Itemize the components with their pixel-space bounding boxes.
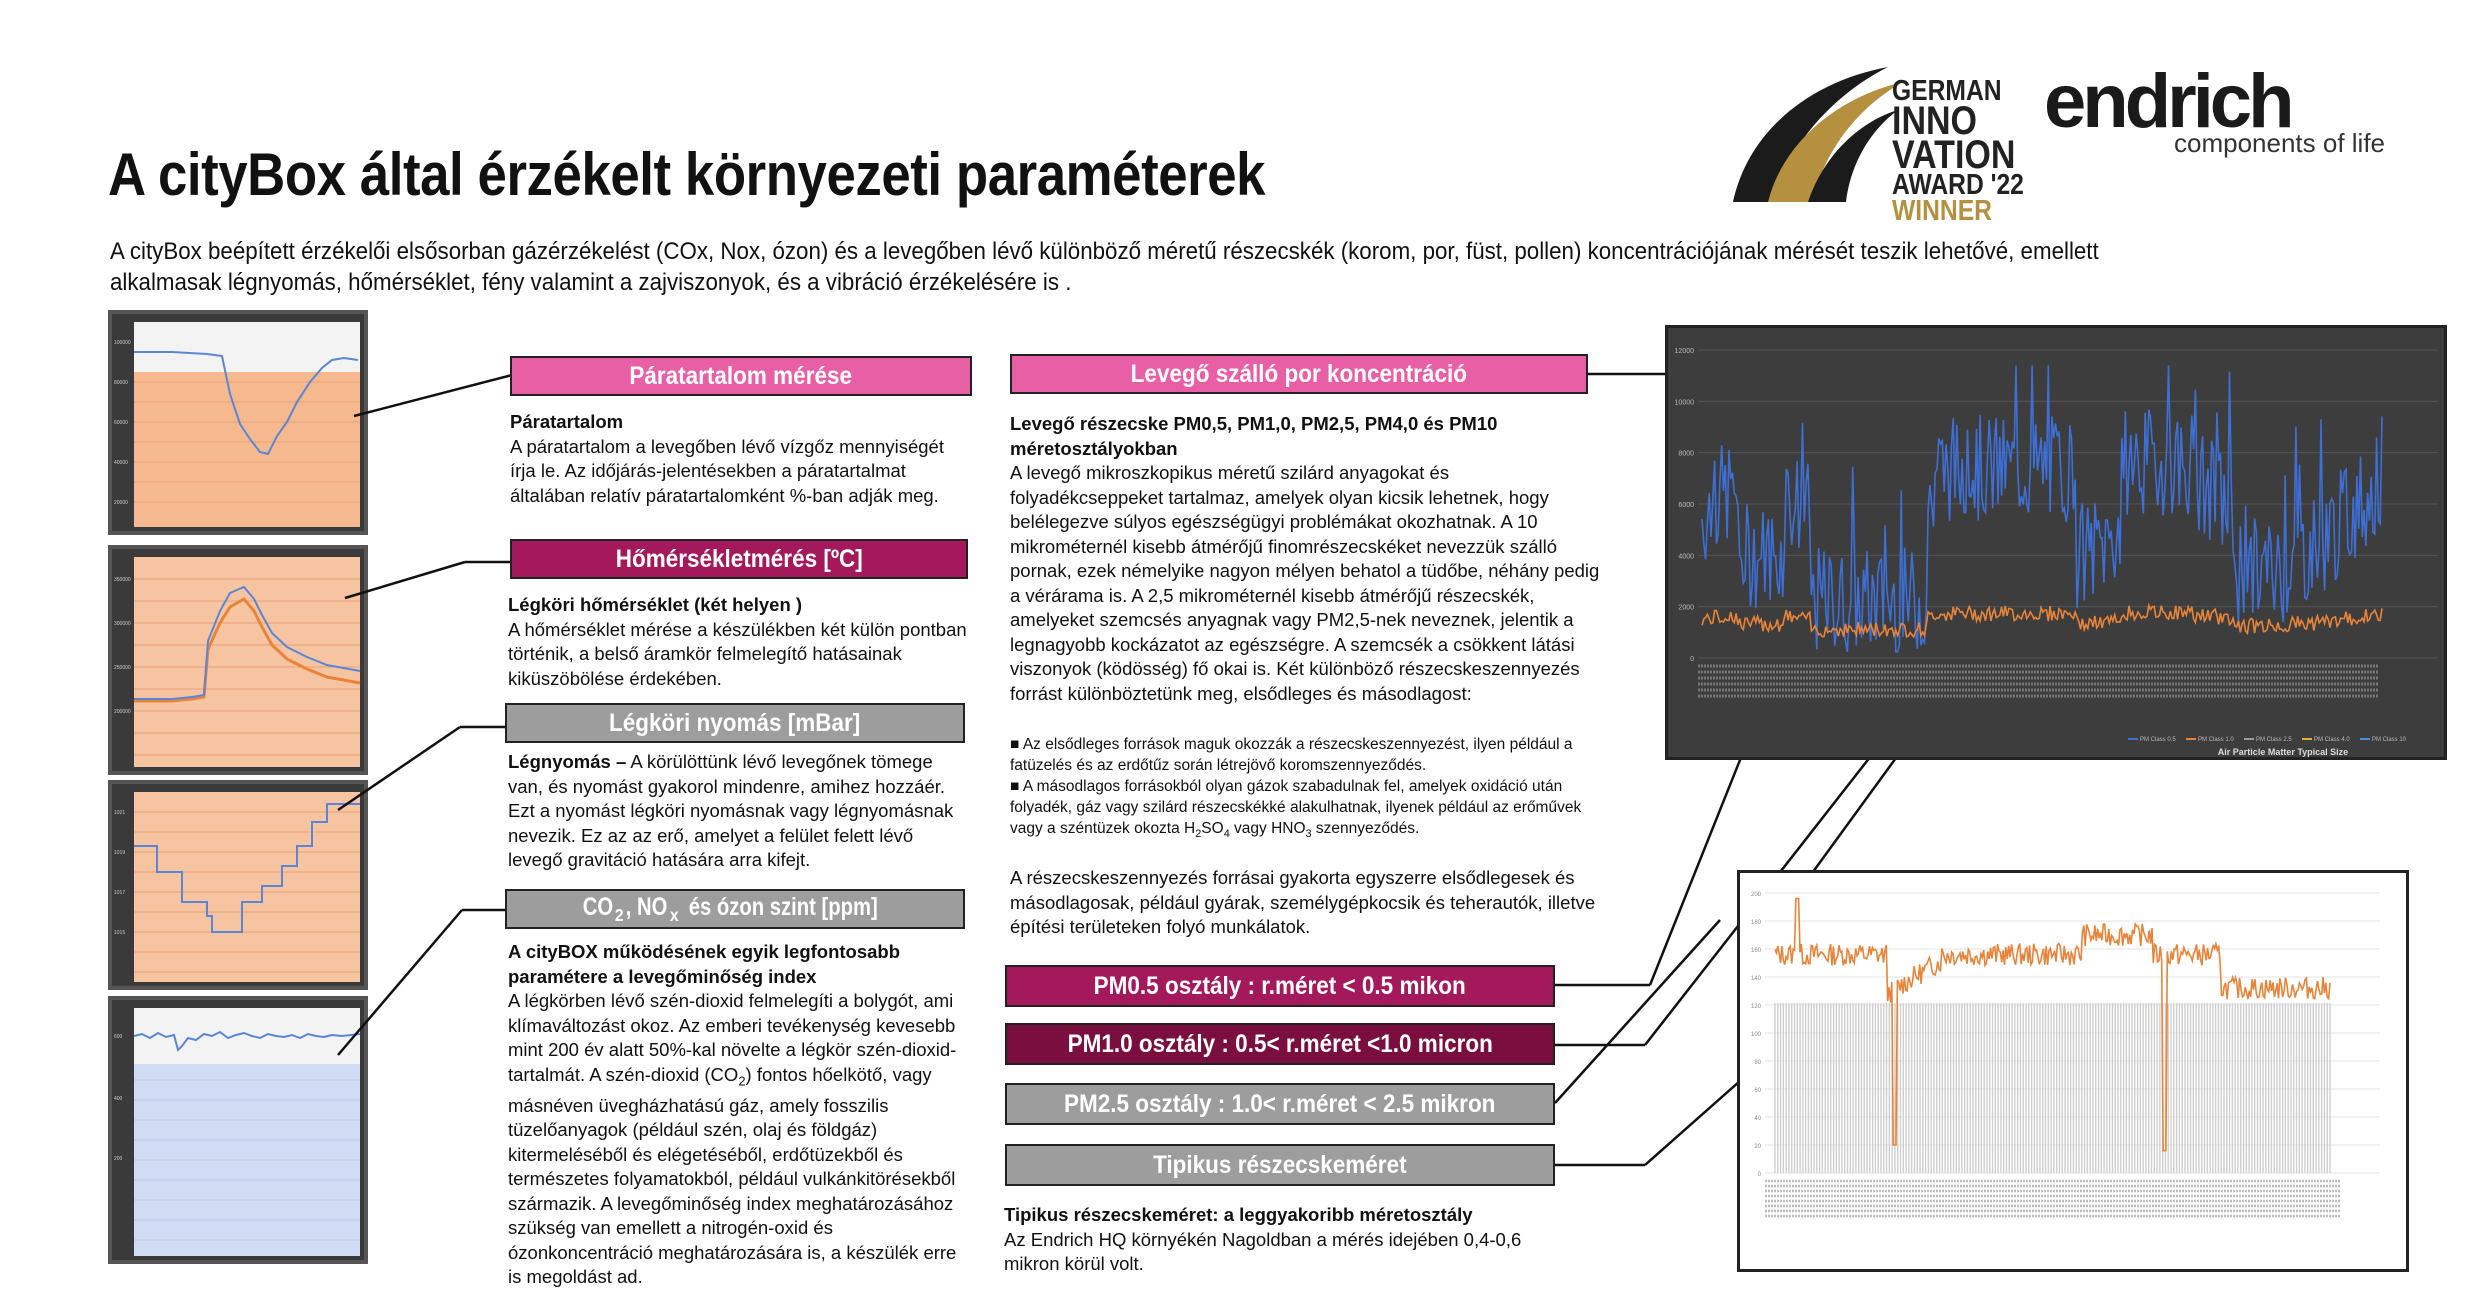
typical-size-chart [1737, 870, 2409, 1272]
y-tick-label: 100 [1750, 1032, 1761, 1038]
legend-label: PM Class 2.5 [2256, 737, 2292, 743]
y-tick-label: 20 [1754, 1144, 1761, 1150]
dust-bullets: ■ Az elsődleges források maguk okozzák a részecskeszennyezést, ilyen például a fatüzelés és az erdőtűz során létrejövő koromszennyeződés. ■ A másodlagos forrásokból olyan gázok szabadulnak fel, amelyek oxidáció után folyadék, gáz vagy szilárd részecskékké alakulhatnak, ilyenek például az erőművek vagy a széntüzek okozta $H_2SO_4$ vagy $HNO_3$ szennyeződés. [1010, 736, 1582, 841]
svg-text:40000: 40000 [114, 460, 128, 466]
y-tick-label: 4000 [1678, 553, 1694, 561]
svg-text:1015: 1015 [114, 930, 126, 936]
legend-label: PM Class 10 [2372, 737, 2407, 743]
temperature-banner: Hőmérsékletmérés [ºC] [510, 539, 968, 579]
svg-text:60000: 60000 [114, 420, 128, 426]
intro-text: A cityBox beépített érzékelői elsősorban gázérzékelést (COx, Nox, ózon) és a levegőben lévő különböző méretű részecskék (korom, por, füst, pollen) koncentrációjának mérését teszik lehetővé, emellett alkalmasak légnyomás, hőmérséklet, fény valamint a zajviszonyok, és a vibráció érzékelésére is . [110, 238, 2099, 296]
y-tick-label: 12000 [1674, 348, 1694, 355]
y-tick-label: 40 [1754, 1116, 1761, 1122]
svg-text:1021: 1021 [114, 810, 126, 816]
y-tick-label: 0 [1690, 656, 1694, 663]
y-tick-label: 6000 [1678, 502, 1694, 509]
y-tick-label: 140 [1750, 976, 1761, 982]
y-tick-label: 80 [1754, 1060, 1761, 1066]
gas-text: A cityBOX működésének egyik legfontosabb paramétere a levegőminőség index A légkörben lévő szén-dioxid felmelegíti a bolygót, ami klímaváltozást okoz. Az emberi tevékenység kevesebb mint 200 év alatt 50%-kal növelte a légkör szén-dioxid-tartalmát. A szén-dioxid $(CO_2)$ fontos hőelkötő, vagy másnéven üvegházhatású gáz, amely fosszilis tüzelőanyagok (például szén, olaj és földgáz) kitermeléséből és elégetéséből, erdőtüzekből és természetes folyamatokból, például vulkánkitörésekből származik. A levegőminőség index meghatározásához szükség van emellett a nitrogén-oxid és ózonkoncentráció meghatározására is, a készülék erre is megoldást ad. [508, 941, 957, 1288]
y-tick-label: 200 [1750, 892, 1761, 898]
svg-text:400: 400 [114, 1096, 123, 1102]
svg-text:80000: 80000 [114, 380, 128, 386]
humidity-text: Páratartalom A páratartalom a levegőben lévő vízgőz mennyiségét írja le. Az időjárás-jelentésekben a páratartalmat általában relatív páratartalomként %-ban adják meg. [510, 411, 944, 506]
legend-label: PM Class 1.0 [2198, 737, 2234, 743]
chart-title: Air Particle Matter Typical Size [2217, 747, 2349, 757]
svg-text:1017: 1017 [114, 890, 126, 896]
brand-logo: endrich [2044, 59, 2291, 144]
pm25-banner: PM2.5 osztály : 1.0< r.méret < 2.5 mikron [1005, 1083, 1555, 1125]
brand-tagline: components of life [2174, 128, 2386, 158]
svg-text:1019: 1019 [114, 850, 126, 856]
y-tick-label: 2000 [1678, 604, 1694, 612]
typical-size-text: Tipikus részecskeméret: a leggyakoribb méretosztály Az Endrich HQ környékén Nagoldban a mérés idejében 0,4-0,6 mikron körül volt. [1004, 1204, 1522, 1274]
y-tick-label: 8000 [1678, 450, 1694, 458]
svg-text:350000: 350000 [114, 577, 131, 583]
y-tick-label: 180 [1750, 920, 1761, 926]
particle-matter-chart [1665, 325, 2447, 760]
dust-sources-text: A részecskeszennyezés forrásai gyakorta egyszerre elsődlegesek és másodlagosak, például gyárak, személygépkocsik és teherautók, illetve építési területeken folyó munkálatok. [1010, 867, 1596, 937]
svg-text:20000: 20000 [114, 500, 128, 506]
pressure-banner: Légköri nyomás [mBar] [505, 703, 965, 743]
dust-text: Levegő részecske PM0,5, PM1,0, PM2,5, PM4,0 és PM10 méretosztályokban A levegő mikroszkopikus méretű szilárd anyagokat és folyadékcseppeket tartalmaz, amelyek olyan kicsik lehetnek, hogy belélegezve súlyos egészségügyi problémákat okozhatnak. A 10 mikrométernél kisebb átmérőjű finomrészecskéket nevezzük szálló pornak, ezek némelyike nagyon mélyen behatol a tüdőbe, néhány pedig a vérárama is. A 2,5 mikrométernél kisebb átmérőjű részecskék, amelyeket szemcsés anyagnak vagy PM2,5-nek neveznek, jelentik a legnagyobb kockázatot az egészségre. A szemcsék a csökkent látási viszonyok (ködösség) fő okai is. Két különböző részecskeszennyezés forrást különböztetünk meg, elsődleges és másodlagost: [1010, 413, 1600, 704]
y-tick-label: 0 [1757, 1172, 1761, 1178]
typical-size-banner: Tipikus részecskeméret [1005, 1144, 1555, 1186]
pm05-banner: PM0.5 osztály : r.méret < 0.5 mikon [1005, 965, 1555, 1007]
legend-label: PM Class 4.0 [2314, 737, 2350, 743]
y-tick-label: 120 [1750, 1004, 1761, 1010]
gas-banner: $CO_2$, NO $_x$és ózon szint [ppm] [505, 889, 965, 929]
humidity-banner: Páratartalom mérése [510, 356, 972, 396]
svg-text:100000: 100000 [114, 340, 131, 346]
y-tick-label: 60 [1754, 1088, 1761, 1094]
svg-text:250000: 250000 [114, 665, 131, 671]
page-title: A cityBox által érzékelt környezeti paraméterek [108, 141, 1266, 208]
y-tick-label: 10000 [1674, 399, 1694, 407]
svg-text:300000: 300000 [114, 621, 131, 627]
award-text: GERMAN INNO VATION AWARD '22 WINNER [1892, 75, 2024, 227]
pm10-banner: PM1.0 osztály : 0.5< r.méret <1.0 micron [1005, 1023, 1555, 1065]
dust-banner: Levegő szálló por koncentráció [1010, 354, 1588, 394]
svg-text:600: 600 [114, 1034, 123, 1040]
svg-text:200000: 200000 [114, 709, 131, 715]
legend-label: PM Class 0.5 [2140, 737, 2176, 743]
svg-text:200: 200 [114, 1156, 123, 1162]
y-tick-label: 160 [1750, 948, 1761, 954]
temperature-text: Légköri hőmérséklet (két helyen ) A hőmérséklet mérése a készülékben két külön pontban történik, a belső áramkör felmelegítő hatásainak kiküszöbölése érdekében. [508, 594, 967, 689]
pressure-text: Légnyomás – A körülöttünk lévő levegőnek tömege van, és nyomást gyakorol mindenre, amihez hozzáér. Ezt a nyomást légköri nyomásnak vagy légnyomásnak nevezik. Ez az az erő, amelyet a felület felett lévő levegő gravitáció hatására arra kifejt. [508, 751, 954, 870]
